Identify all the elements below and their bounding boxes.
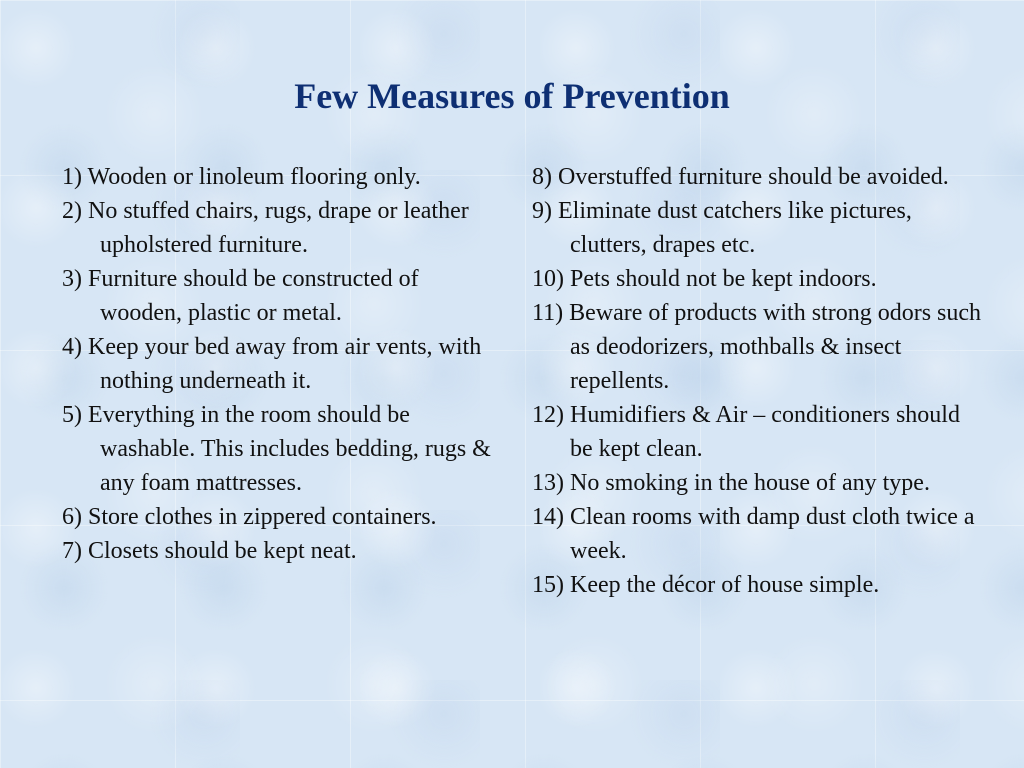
measure-item: 6) Store clothes in zippered containers. <box>62 504 437 530</box>
measure-item: 7) Closets should be kept neat. <box>62 538 357 564</box>
measure-item: 11) Beware of products with strong odors such as deodorizers, mothballs & insect repellents. <box>532 300 982 394</box>
measure-item: 2) No stuffed chairs, rugs, drape or leather upholstered furniture. <box>62 198 469 258</box>
right-measures-list <box>532 160 982 602</box>
measure-item: 5) Everything in the room should be washable. This includes bedding, rugs & any foam mattresses. <box>62 402 491 496</box>
measure-item: 8) Overstuffed furniture should be avoided. <box>532 164 949 190</box>
measure-item: 12) Humidifiers & Air – conditioners should be kept clean. <box>532 402 960 462</box>
slide-title: Few Measures of Prevention <box>294 76 730 116</box>
measure-item: 14) Clean rooms with damp dust cloth twice a week. <box>532 504 975 564</box>
measure-item: 9) Eliminate dust catchers like pictures, clutters, drapes etc. <box>532 198 912 258</box>
measure-item: 3) Furniture should be constructed of wooden, plastic or metal. <box>62 266 419 326</box>
measure-item: 13) No smoking in the house of any type. <box>532 470 930 496</box>
measure-item: 1) Wooden or linoleum flooring only. <box>62 164 421 190</box>
left-measures-list <box>62 160 502 568</box>
measure-item: 15) Keep the décor of house simple. <box>532 572 880 598</box>
measure-item: 10) Pets should not be kept indoors. <box>532 266 877 292</box>
measure-item: 4) Keep your bed away from air vents, with nothing underneath it. <box>62 334 482 394</box>
